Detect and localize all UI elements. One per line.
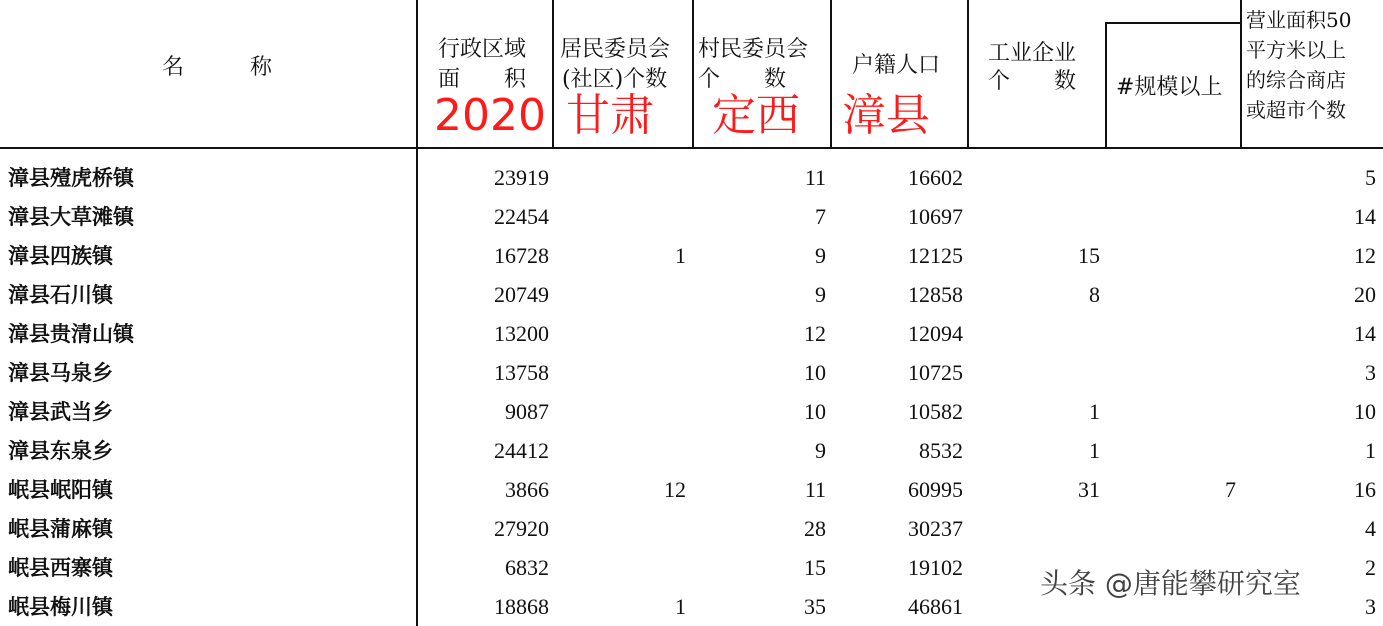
col-divider bbox=[552, 0, 554, 148]
row-name: 岷县蒲麻镇 bbox=[8, 516, 113, 541]
cell-res: 1 bbox=[675, 594, 686, 619]
cell-ind-sub: 7 bbox=[1225, 477, 1236, 502]
overlay-city: 定西 bbox=[712, 90, 800, 141]
cell-pop: 10582 bbox=[908, 399, 963, 424]
cell-vil: 10 bbox=[804, 360, 826, 385]
overlay-province: 甘肃 bbox=[566, 90, 654, 141]
cell-shop: 20 bbox=[1354, 282, 1376, 307]
col-divider bbox=[1105, 22, 1107, 148]
cell-area: 18868 bbox=[494, 594, 549, 619]
cell-shop: 1 bbox=[1365, 438, 1376, 463]
cell-ind: 1 bbox=[1089, 438, 1100, 463]
cell-pop: 60995 bbox=[908, 477, 963, 502]
cell-shop: 2 bbox=[1365, 555, 1376, 580]
cell-area: 22454 bbox=[494, 204, 549, 229]
row-name: 漳县武当乡 bbox=[8, 399, 113, 424]
row-name: 漳县殪虎桥镇 bbox=[8, 165, 134, 190]
cell-vil: 11 bbox=[804, 165, 826, 190]
cell-shop: 3 bbox=[1365, 360, 1376, 385]
header-shops-line4: 或超市个数 bbox=[1246, 98, 1346, 122]
header-name: 名 称 bbox=[162, 55, 273, 80]
cell-area: 6832 bbox=[505, 555, 549, 580]
cell-area: 24412 bbox=[494, 438, 549, 463]
header-population: 户籍人口 bbox=[852, 53, 941, 78]
cell-pop: 10725 bbox=[908, 360, 963, 385]
header-shops-line3: 的综合商店 bbox=[1246, 68, 1346, 92]
row-name: 漳县贵清山镇 bbox=[8, 321, 134, 346]
table-row bbox=[0, 353, 1383, 392]
cell-vil: 10 bbox=[804, 399, 826, 424]
row-name: 漳县石川镇 bbox=[8, 282, 113, 307]
overlay-year: 2020 bbox=[434, 90, 546, 141]
cell-area: 23919 bbox=[494, 165, 549, 190]
subheader-rule bbox=[1105, 22, 1242, 24]
row-name: 岷县岷阳镇 bbox=[8, 477, 113, 502]
header-area-line2: 面 积 bbox=[438, 67, 527, 92]
header-shops-line2: 平方米以上 bbox=[1246, 38, 1346, 62]
cell-area: 13200 bbox=[494, 321, 549, 346]
row-name: 岷县梅川镇 bbox=[8, 594, 113, 619]
cell-vil: 12 bbox=[804, 321, 826, 346]
header-residents-line1: 居民委员会 bbox=[560, 37, 671, 62]
table-row bbox=[0, 158, 1383, 197]
cell-area: 16728 bbox=[494, 243, 549, 268]
table-row bbox=[0, 236, 1383, 275]
col-divider bbox=[692, 0, 694, 148]
cell-pop: 46861 bbox=[908, 594, 963, 619]
header-bottom-rule bbox=[0, 147, 1383, 149]
cell-vil: 9 bbox=[815, 243, 826, 268]
cell-pop: 19102 bbox=[908, 555, 963, 580]
header-industry-large: #规模以上 bbox=[1116, 75, 1223, 100]
cell-area: 27920 bbox=[494, 516, 549, 541]
row-name: 漳县大草滩镇 bbox=[8, 204, 134, 229]
overlay-county: 漳县 bbox=[842, 90, 930, 141]
cell-vil: 11 bbox=[804, 477, 826, 502]
cell-shop: 10 bbox=[1354, 399, 1376, 424]
col-divider bbox=[967, 0, 969, 148]
row-name: 漳县东泉乡 bbox=[8, 438, 113, 463]
cell-ind: 8 bbox=[1089, 282, 1100, 307]
cell-area: 20749 bbox=[494, 282, 549, 307]
header-shops-line1: 营业面积50 bbox=[1246, 8, 1352, 32]
cell-vil: 28 bbox=[804, 516, 826, 541]
cell-shop: 4 bbox=[1365, 516, 1376, 541]
row-name: 岷县西寨镇 bbox=[8, 555, 113, 580]
cell-pop: 10697 bbox=[908, 204, 963, 229]
cell-res: 1 bbox=[675, 243, 686, 268]
header-villages-line1: 村民委员会 bbox=[698, 37, 809, 62]
cell-vil: 7 bbox=[815, 204, 826, 229]
cell-pop: 8532 bbox=[919, 438, 963, 463]
cell-ind: 15 bbox=[1078, 243, 1100, 268]
table-row bbox=[0, 431, 1383, 470]
cell-shop: 5 bbox=[1365, 165, 1376, 190]
cell-shop: 14 bbox=[1354, 321, 1376, 346]
table-row bbox=[0, 470, 1383, 509]
cell-vil: 15 bbox=[804, 555, 826, 580]
header-industry-line1: 工业企业 bbox=[988, 41, 1077, 66]
table-row bbox=[0, 197, 1383, 236]
table-row bbox=[0, 509, 1383, 548]
cell-shop: 16 bbox=[1354, 477, 1376, 502]
cell-pop: 12858 bbox=[908, 282, 963, 307]
table-row bbox=[0, 392, 1383, 431]
cell-ind: 1 bbox=[1089, 399, 1100, 424]
cell-ind: 31 bbox=[1078, 477, 1100, 502]
table-row bbox=[0, 275, 1383, 314]
header-villages-line2: 个 数 bbox=[698, 67, 787, 92]
watermark: 头条 @唐能攀研究室 bbox=[1040, 567, 1301, 600]
cell-area: 3866 bbox=[505, 477, 549, 502]
cell-shop: 3 bbox=[1365, 594, 1376, 619]
header-industry-line2: 个 数 bbox=[988, 69, 1077, 94]
cell-res: 12 bbox=[664, 477, 686, 502]
row-name: 漳县马泉乡 bbox=[8, 360, 113, 385]
header-residents-line2: (社区)个数 bbox=[562, 67, 668, 92]
cell-pop: 30237 bbox=[908, 516, 963, 541]
header-area-line1: 行政区域 bbox=[438, 37, 527, 62]
table-row bbox=[0, 314, 1383, 353]
cell-vil: 9 bbox=[815, 438, 826, 463]
cell-pop: 12125 bbox=[908, 243, 963, 268]
cell-area: 13758 bbox=[494, 360, 549, 385]
row-name: 漳县四族镇 bbox=[8, 243, 113, 268]
cell-shop: 14 bbox=[1354, 204, 1376, 229]
cell-pop: 16602 bbox=[908, 165, 963, 190]
cell-vil: 35 bbox=[804, 594, 826, 619]
cell-shop: 12 bbox=[1354, 243, 1376, 268]
cell-pop: 12094 bbox=[908, 321, 963, 346]
col-divider bbox=[830, 0, 832, 148]
cell-area: 9087 bbox=[505, 399, 549, 424]
cell-vil: 9 bbox=[815, 282, 826, 307]
